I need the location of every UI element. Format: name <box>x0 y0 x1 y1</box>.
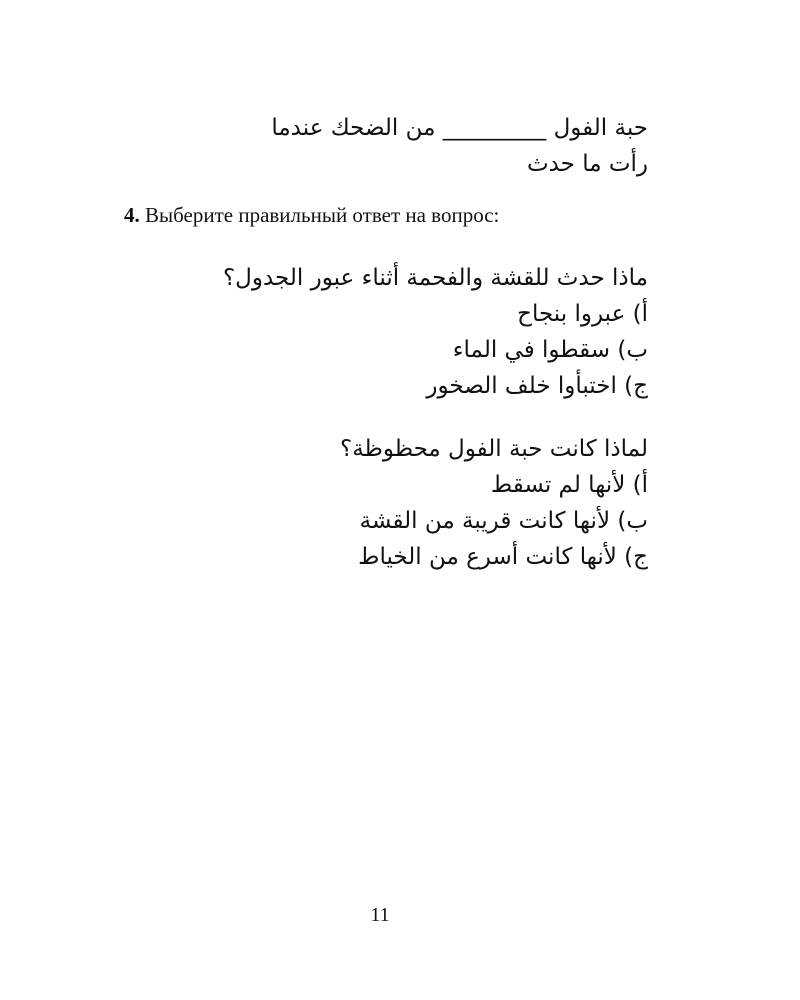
task-4-heading <box>124 203 594 227</box>
fill-blank-line-1: حبة الفول _________ من الضحك عندما <box>271 115 648 141</box>
task-number: 4. <box>124 203 140 227</box>
question-2-option-c: ج) لأنها كانت أسرع من الخياط <box>358 544 648 570</box>
question-2 <box>128 431 648 575</box>
question-1-option-c: ج) اختبأوا خلف الصخور <box>426 373 648 399</box>
question-1-option-a: أ) عبروا بنجاح <box>517 301 648 327</box>
page-number: 11 <box>370 904 390 926</box>
question-1-option-b: ب) سقطوا في الماء <box>452 337 648 363</box>
question-2-option-a: أ) لأنها لم تسقط <box>490 472 648 498</box>
question-2-prompt: لماذا كانت حبة الفول محظوظة؟ <box>339 436 648 462</box>
question-1 <box>128 260 648 404</box>
fill-in-blank-sentence <box>128 110 648 182</box>
question-2-option-b: ب) لأنها كانت قريبة من القشة <box>359 508 648 534</box>
fill-blank-line-2: رأت ما حدث <box>526 151 648 177</box>
question-1-prompt: ماذا حدث للقشة والفحمة أثناء عبور الجدول؟ <box>222 265 648 291</box>
task-instruction: Выберите правильный ответ на вопрос: <box>145 203 500 227</box>
